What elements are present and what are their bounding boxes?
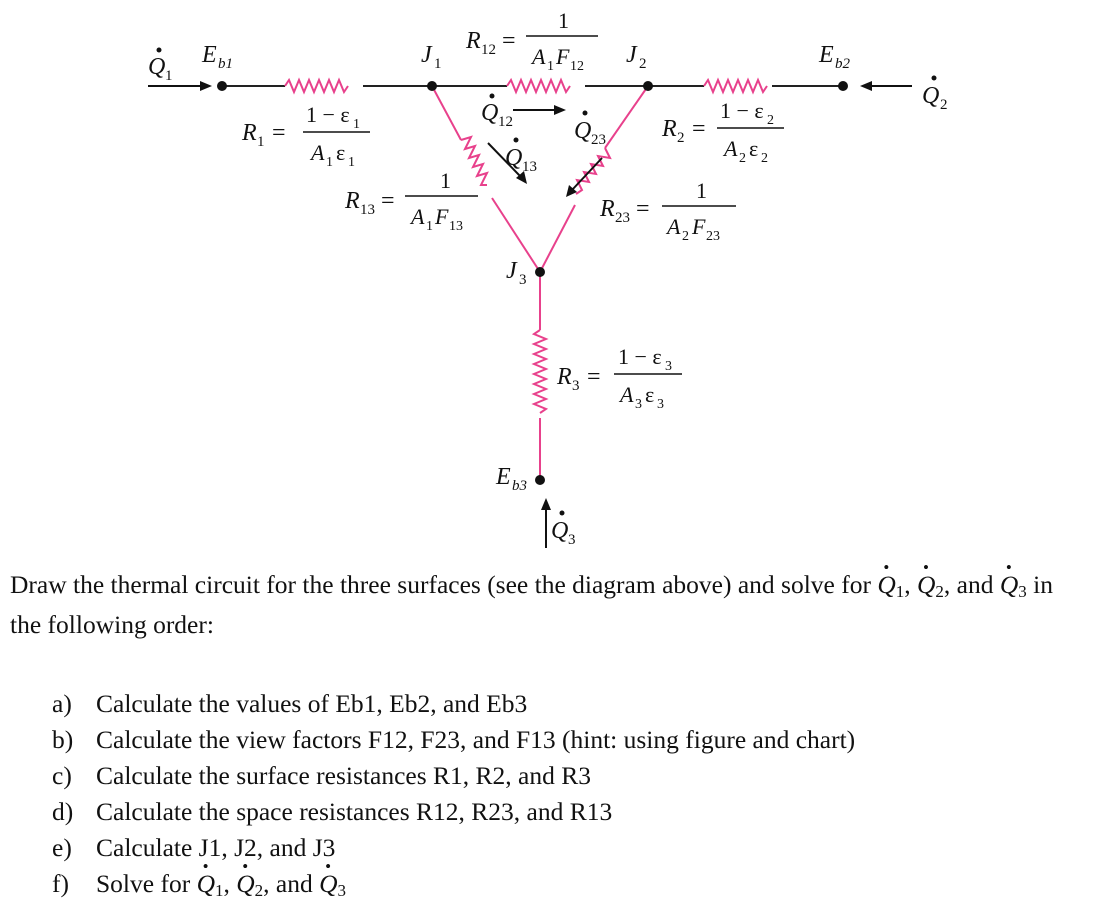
node-eb3 (535, 475, 545, 485)
label-q3 (551, 511, 576, 549)
task-letter: a) (52, 689, 72, 718)
task-item (52, 758, 855, 794)
svg-text:1: 1 (696, 178, 707, 203)
svg-text:Q: Q (551, 518, 569, 544)
svg-text:=: = (692, 116, 706, 142)
svg-text:A: A (667, 214, 681, 239)
label-q12 (481, 94, 513, 131)
svg-text:E: E (819, 42, 834, 68)
node-j2 (643, 81, 653, 91)
task-letter: f) (52, 869, 69, 898)
svg-text:1 − ε: 1 − ε (720, 98, 764, 123)
node-eb1 (217, 81, 227, 91)
svg-text:Q: Q (481, 100, 499, 126)
svg-text:2: 2 (940, 97, 948, 113)
formula-r13 (344, 168, 478, 234)
q1-arrowhead-icon (200, 81, 212, 91)
svg-text:13: 13 (360, 202, 375, 218)
svg-text:ε: ε (645, 382, 655, 407)
q-symbol: • $Q_1$ (877, 568, 904, 608)
task-letter: e) (52, 833, 72, 862)
svg-text:Q: Q (574, 118, 592, 144)
svg-text:1: 1 (326, 155, 333, 170)
svg-text:2: 2 (761, 151, 768, 166)
q3-arrowhead-icon (541, 498, 551, 510)
svg-text:=: = (381, 188, 395, 214)
wire-r23-j3 (540, 205, 575, 272)
task-letter: c) (52, 761, 72, 790)
svg-text:F: F (556, 44, 570, 69)
formula-r3 (556, 344, 682, 412)
and-text: and (956, 570, 994, 599)
svg-text:1 − ε: 1 − ε (618, 344, 662, 369)
svg-text:2: 2 (767, 113, 774, 128)
comma: , (943, 570, 951, 599)
svg-text:Q: Q (148, 54, 166, 80)
task-item (52, 686, 855, 722)
label-eb3 (495, 464, 527, 494)
problem-statement (10, 568, 1090, 641)
svg-text:=: = (636, 196, 650, 222)
svg-text:1: 1 (440, 168, 451, 193)
svg-text:12: 12 (481, 42, 496, 58)
label-eb1 (201, 42, 233, 72)
svg-text:A: A (532, 44, 546, 69)
svg-text:2: 2 (682, 229, 689, 244)
svg-text:1: 1 (426, 219, 433, 234)
label-q13 (505, 138, 537, 176)
svg-text:F: F (435, 204, 449, 229)
svg-text:R: R (345, 188, 360, 214)
task-item (52, 866, 855, 909)
svg-text:23: 23 (706, 229, 720, 244)
svg-text:b3: b3 (512, 478, 527, 494)
task-item (52, 722, 855, 758)
task-text: Calculate J1, J2, and J3 (96, 833, 336, 862)
svg-text:1: 1 (434, 56, 442, 72)
svg-text:23: 23 (615, 210, 630, 226)
q12-arrowhead-icon (554, 105, 566, 115)
svg-text:2: 2 (639, 56, 647, 72)
task-text: Calculate the space resistances R12, R23, and R13 (96, 797, 613, 826)
svg-text:ε: ε (749, 136, 759, 161)
svg-text:=: = (587, 364, 601, 390)
svg-text:A: A (620, 382, 634, 407)
label-j2 (626, 42, 647, 72)
q-symbol: • $Q_1$ (197, 866, 224, 909)
svg-text:3: 3 (665, 359, 672, 374)
resistor-r12 (507, 80, 570, 92)
svg-text:23: 23 (591, 132, 606, 148)
svg-text:3: 3 (572, 378, 580, 394)
svg-text:=: = (502, 28, 516, 54)
svg-text:J: J (626, 42, 637, 68)
label-q2 (922, 76, 948, 114)
svg-text:2: 2 (677, 130, 685, 146)
svg-text:12: 12 (570, 59, 584, 74)
svg-text:b1: b1 (218, 56, 233, 72)
problem-text-tail: in the following order: (10, 570, 1054, 639)
svg-text:3: 3 (635, 397, 642, 412)
resistor-r1 (285, 80, 348, 92)
task-list (52, 686, 855, 909)
svg-text:Q: Q (505, 145, 523, 171)
svg-text:J: J (421, 42, 432, 68)
node-j1 (427, 81, 437, 91)
resistor-r2 (704, 80, 767, 92)
q-symbol: • $Q_3$ (1000, 568, 1027, 608)
task-letter: b) (52, 725, 74, 754)
svg-text:A: A (311, 140, 325, 165)
q-symbol: • $Q_2$ (917, 568, 944, 608)
svg-text:12: 12 (498, 114, 513, 130)
svg-text:R: R (662, 116, 677, 142)
formula-r1 (241, 102, 370, 170)
formula-r12 (465, 8, 598, 74)
node-j3 (535, 267, 545, 277)
svg-text:E: E (496, 464, 511, 490)
svg-text:F: F (692, 214, 706, 239)
svg-text:E: E (202, 42, 217, 68)
svg-text:J: J (506, 258, 517, 284)
label-j1 (421, 42, 442, 72)
formula-r23 (599, 178, 736, 244)
comma: , (904, 570, 911, 599)
svg-text:=: = (272, 120, 286, 146)
formula-r2 (661, 98, 784, 166)
svg-text:R: R (466, 28, 481, 54)
svg-text:3: 3 (519, 272, 527, 288)
resistor-r23 (576, 148, 610, 194)
label-j3 (506, 258, 527, 288)
label-eb2 (818, 42, 851, 72)
svg-text:Q: Q (922, 83, 940, 109)
task-item (52, 830, 855, 866)
node-eb2 (838, 81, 848, 91)
task-text: Calculate the values of Eb1, Eb2, and Eb3 (96, 689, 528, 718)
svg-text:1: 1 (348, 155, 355, 170)
svg-text:R: R (600, 196, 615, 222)
svg-text:A: A (411, 204, 425, 229)
label-q23 (574, 111, 606, 149)
svg-text:3: 3 (568, 532, 576, 548)
resistor-r3 (534, 330, 546, 413)
svg-text:13: 13 (449, 219, 463, 234)
svg-text:1: 1 (353, 117, 360, 132)
q-symbol: • $Q_2$ (236, 866, 263, 909)
svg-text:1: 1 (257, 134, 265, 150)
svg-text:2: 2 (739, 151, 746, 166)
svg-text:1: 1 (165, 68, 173, 84)
task-text: Calculate the surface resistances R1, R2, and R3 (96, 761, 591, 790)
problem-text: Draw the thermal circuit for the three surfaces (see the diagram above) and solve for (10, 570, 871, 599)
q2-arrowhead-icon (860, 81, 872, 91)
problem-statement-line (10, 568, 1090, 641)
svg-text:3: 3 (657, 397, 664, 412)
wire-j2-r23 (605, 86, 648, 148)
svg-text:ε: ε (336, 140, 346, 165)
task-item (52, 794, 855, 830)
svg-text:1 − ε: 1 − ε (306, 102, 350, 127)
svg-text:1: 1 (558, 8, 569, 33)
resistor-r13 (461, 137, 487, 185)
svg-text:R: R (242, 120, 257, 146)
svg-text:b2: b2 (835, 56, 850, 72)
task-text: Calculate the view factors F12, F23, and F13 (hint: using figure and chart) (96, 725, 856, 754)
label-q1 (148, 48, 173, 85)
svg-text:13: 13 (522, 159, 537, 175)
wire-j1-r13 (432, 86, 461, 140)
svg-text:R: R (557, 364, 572, 390)
q-symbol: • $Q_3$ (319, 866, 346, 909)
svg-text:1: 1 (547, 59, 554, 74)
task-text: Solve for • $Q_1$, • $Q_2$, and • $Q_3$ (96, 866, 346, 909)
svg-text:A: A (724, 136, 738, 161)
q23-arrow-icon (572, 158, 602, 190)
task-letter: d) (52, 797, 74, 826)
